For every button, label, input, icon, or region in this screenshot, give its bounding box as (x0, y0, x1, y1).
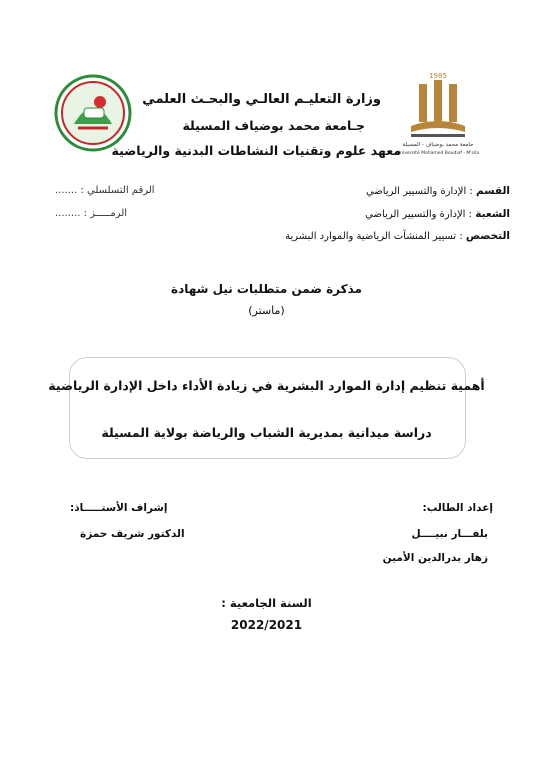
department-line (366, 185, 510, 197)
logo-caption-ar: جامعة محمد بوضياف - المسيلة (402, 142, 474, 148)
branch-line (365, 208, 510, 220)
university-logo (397, 70, 479, 160)
academic-year-label: السنة الجامعية : (221, 596, 312, 610)
student-name-1: بلفـــار نبيــــل (411, 528, 488, 540)
department-value: : الإدارة والتسيير الرياضي (365, 186, 473, 197)
supervisor-name: الدكتور شريف حمزة (80, 528, 185, 540)
logo-year: 1985 (429, 72, 447, 80)
branch-value: : الإدارة والتسيير الرياضي (365, 209, 472, 220)
ministry-name: وزارة التعليـم العالـي والبحـث العلمي (142, 92, 381, 107)
institute-logo (54, 72, 132, 154)
serial-number: الرقم التسلسلي : ....... (55, 185, 155, 196)
memo-line: مذكرة ضمن متطلبات نيل شهادة (170, 282, 362, 296)
students-label: إعداد الطالب: (422, 502, 493, 514)
academic-year-value: 2022/2021 (230, 618, 303, 632)
university-name: جـامعة محمد بوضياف المسيلة (182, 118, 365, 133)
code-field: الرمـــــز : ........ (55, 208, 128, 219)
thesis-title: أهمية تنظيم إدارة الموارد البشرية في زيادة الأداء داخل الإدارة الرياضية (48, 378, 485, 393)
specialty-value: : تسيير المنشآت الرياضية والموارد البشرية (285, 231, 463, 242)
department-label: القسم (475, 185, 510, 197)
student-name-2: زهار بدرالدين الأمين (382, 552, 488, 564)
institute-name: معهد علوم وتقنيات النشاطات البدنية والرياضية (111, 143, 401, 158)
thesis-subtitle: دراسة ميدانية بمديرية الشباب والرياضة بولاية المسيلة (101, 425, 432, 440)
supervisor-label: إشراف الأستـــــاذ: (70, 502, 168, 514)
title-box (69, 357, 466, 459)
specialty-line (285, 230, 510, 242)
branch-label: الشعبة (475, 208, 510, 220)
logo-caption: Université Mohamed Boudiaf - M'sila (397, 151, 479, 156)
specialty-label: التخصص (465, 230, 510, 242)
degree-line: (ماستر) (248, 304, 285, 317)
